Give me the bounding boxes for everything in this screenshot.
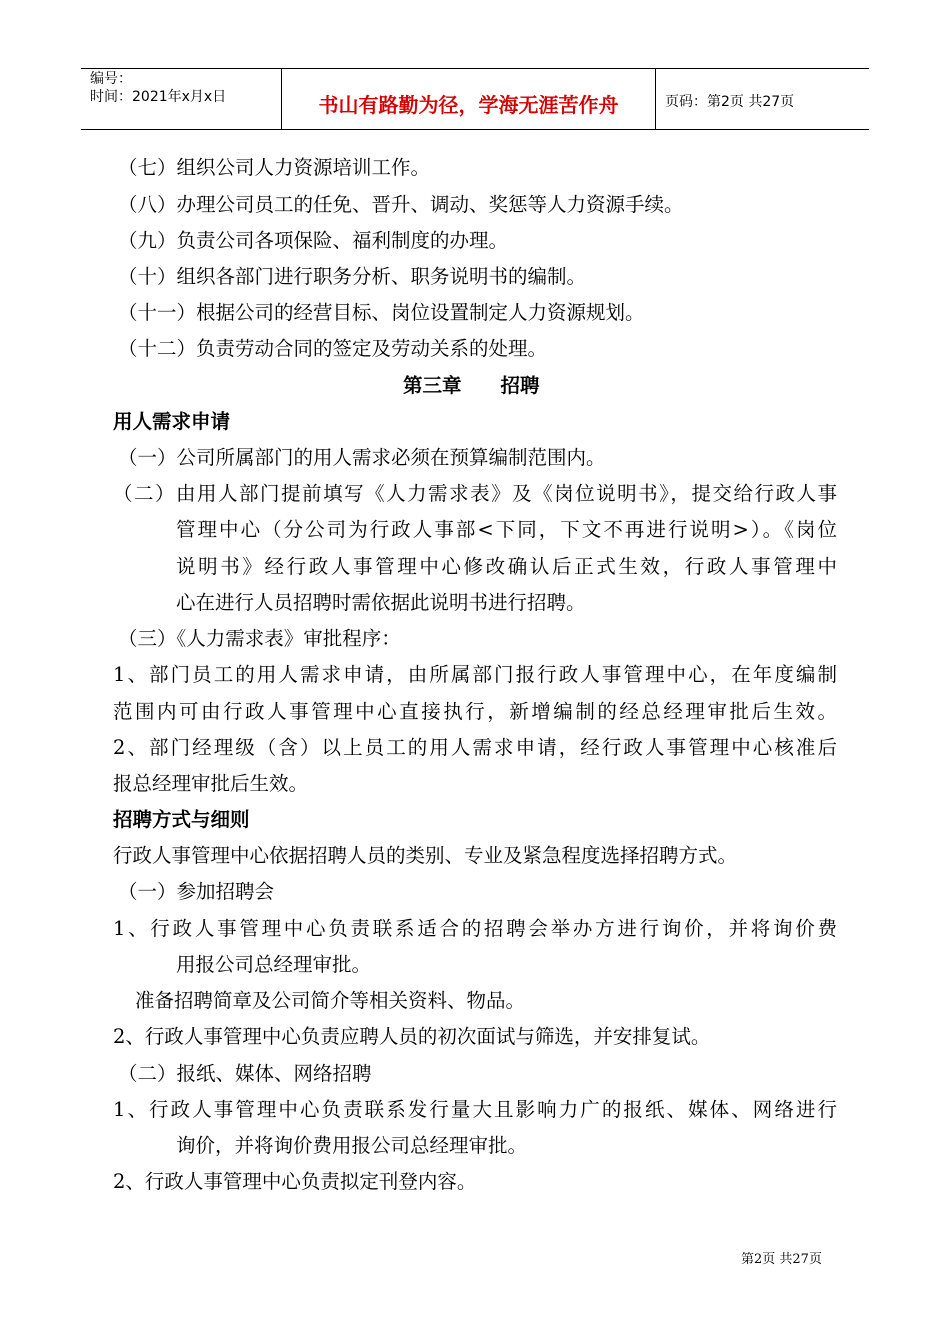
recruitment-method-1: （一）参加招聘会 (118, 880, 275, 903)
approval-step-2-line-2: 报总经理审批后生效。 (113, 772, 309, 795)
demand-item-2-line-1: （二）由用人部门提前填写《人力需求表》及《岗位说明书》，提交给行政人事 (113, 482, 837, 505)
approval-step-2-line-1: 2、部门经理级（含）以上员工的用人需求申请，经行政人事管理中心核准后 (113, 736, 837, 759)
media-step-1-line-2: 询价，并将询价费用报公司总经理审批。 (176, 1134, 528, 1157)
recruitment-method-2: （二）报纸、媒体、网络招聘 (118, 1062, 372, 1085)
demand-item-2-line-4: 心在进行人员招聘时需依据此说明书进行招聘。 (176, 591, 586, 614)
clause-12: （十二）负责劳动合同的签定及劳动关系的处理。 (118, 337, 548, 360)
header-meta-cell (81, 69, 281, 129)
section-heading-demand: 用人需求申请 (113, 410, 231, 433)
demand-item-2-line-3: 说明书》经行政人事管理中心修改确认后正式生效，行政人事管理中 (176, 555, 837, 578)
demand-item-1: （一）公司所属部门的用人需求必须在预算编制范围内。 (118, 446, 606, 469)
chapter-heading: 第三章 招聘 (403, 374, 540, 397)
demand-item-2-line-2: 管理中心（分公司为行政人事部<下同，下文不再进行说明>）。《岗位 (176, 518, 837, 541)
approval-step-1-line-1: 1、部门员工的用人需求申请，由所属部门报行政人事管理中心，在年度编制 (113, 663, 837, 686)
recruitment-intro: 行政人事管理中心依据招聘人员的类别、专业及紧急程度选择招聘方式。 (113, 844, 738, 867)
job-fair-step-2: 2、行政人事管理中心负责应聘人员的初次面试与筛选，并安排复试。 (113, 1025, 711, 1048)
media-step-1-line-1: 1、行政人事管理中心负责联系发行量大且影响力广的报纸、媒体、网络进行 (113, 1098, 837, 1121)
job-fair-materials: 准备招聘简章及公司简介等相关资料、物品。 (135, 989, 526, 1012)
clause-9: （九）负责公司各项保险、福利制度的办理。 (118, 229, 509, 252)
page-footer: 第2页 共27页 (741, 1252, 822, 1267)
page-header (81, 68, 869, 130)
media-step-2: 2、行政人事管理中心负责拟定刊登内容。 (113, 1170, 477, 1193)
document-date-label: 时间：2021年x月x日 (90, 89, 227, 105)
motto-text: 书山有路勤为径，学海无涯苦作舟 (318, 93, 619, 117)
header-page-cell (656, 69, 869, 129)
approval-step-1-line-2: 范围内可由行政人事管理中心直接执行，新增编制的经总经理审批后生效。 (113, 700, 837, 723)
header-motto-cell (281, 69, 656, 129)
clause-10: （十）组织各部门进行职务分析、职务说明书的编制。 (118, 265, 587, 288)
demand-item-3: （三）《人力需求表》审批程序： (118, 627, 401, 650)
clause-8: （八）办理公司员工的任免、晋升、调动、奖惩等人力资源手续。 (118, 193, 684, 216)
clause-7: （七）组织公司人力资源培训工作。 (118, 156, 431, 179)
job-fair-step-1-line-2: 用报公司总经理审批。 (176, 953, 372, 976)
document-number-label: 编号： (90, 71, 132, 87)
section-heading-recruitment: 招聘方式与细则 (113, 808, 250, 831)
clause-11: （十一）根据公司的经营目标、岗位设置制定人力资源规划。 (118, 301, 645, 324)
header-page-info: 页码：第2页 共27页 (665, 94, 795, 110)
job-fair-step-1-line-1: 1、行政人事管理中心负责联系适合的招聘会举办方进行询价，并将询价费 (113, 917, 837, 940)
